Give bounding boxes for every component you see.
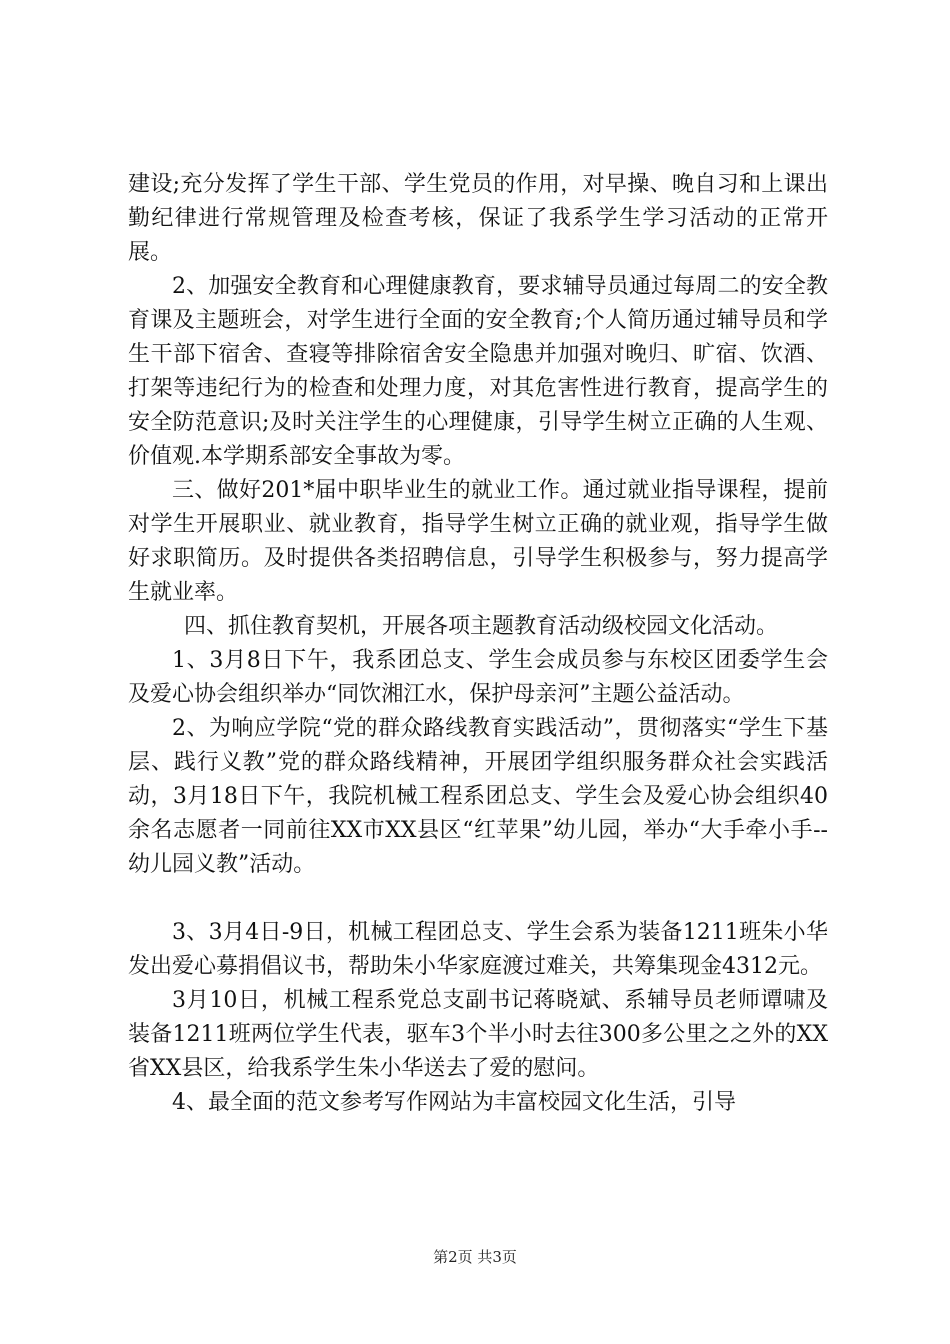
paragraph-4: 四、抓住教育契机，开展各项主题教育活动级校园文化活动。: [184, 614, 779, 639]
paragraph-6: 2、为响应学院“党的群众路线教育实践活动”，贯彻落实“学生下基层、践行义教”党的群众路线精神，开展团学组织服务群众社会实践活动，3月18日下午，我院机械工程系团总支、学生会及爱心协会组织40余名志愿者一同前往XX市XX县区“红苹果”幼儿园，举办“大手牵小手--幼儿园义教”活动。: [128, 716, 828, 877]
paragraph-1: 建设;充分发挥了学生干部、学生党员的作用，对早操、晚自习和上课出勤纪律进行常规管理及检查考核，保证了我系学生学习活动的正常开展。: [128, 172, 828, 265]
paragraph-5: 1、3月8日下午，我系团总支、学生会成员参与东校区团委学生会及爱心协会组织举办“同饮湘江水，保护母亲河”主题公益活动。: [128, 648, 828, 707]
paragraph-2: 2、加强安全教育和心理健康教育，要求辅导员通过每周二的安全教育课及主题班会，对学生进行全面的安全教育;个人简历通过辅导员和学生干部下宿舍、查寝等排除宿舍安全隐患并加强对晚归、旷宿、饮酒、打架等违纪行为的检查和处理力度，对其危害性进行教育，提高学生的安全防范意识;及时关注学生的心理健康，引导学生树立正确的人生观、价值观.本学期系部安全事故为零。: [128, 274, 828, 469]
paragraph-3: 三、做好201*届中职毕业生的就业工作。通过就业指导课程，提前对学生开展职业、就业教育，指导学生树立正确的就业观，指导学生做好求职简历。及时提供各类招聘信息，引导学生积极参与，努力提高学生就业率。: [128, 478, 828, 605]
paragraph-7: 3、3月4日-9日，机械工程团总支、学生会系为装备1211班朱小华发出爱心募捐倡议书，帮助朱小华家庭渡过难关，共筹集现金4312元。: [128, 920, 828, 979]
page-footer: 第2页 共3页: [433, 1248, 517, 1266]
paragraph-9: 4、最全面的范文参考写作网站为丰富校园文化生活，引导: [172, 1090, 736, 1115]
paragraph-8: 3月10日，机械工程系党总支副书记蒋晓斌、系辅导员老师谭啸及装备1211班两位学生代表，驱车3个半小时去往300多公里之之外的XX省XX县区，给我系学生朱小华送去了爱的慰问。: [128, 988, 828, 1081]
document-body: [128, 168, 828, 1120]
paragraph-spacer: [128, 882, 828, 916]
